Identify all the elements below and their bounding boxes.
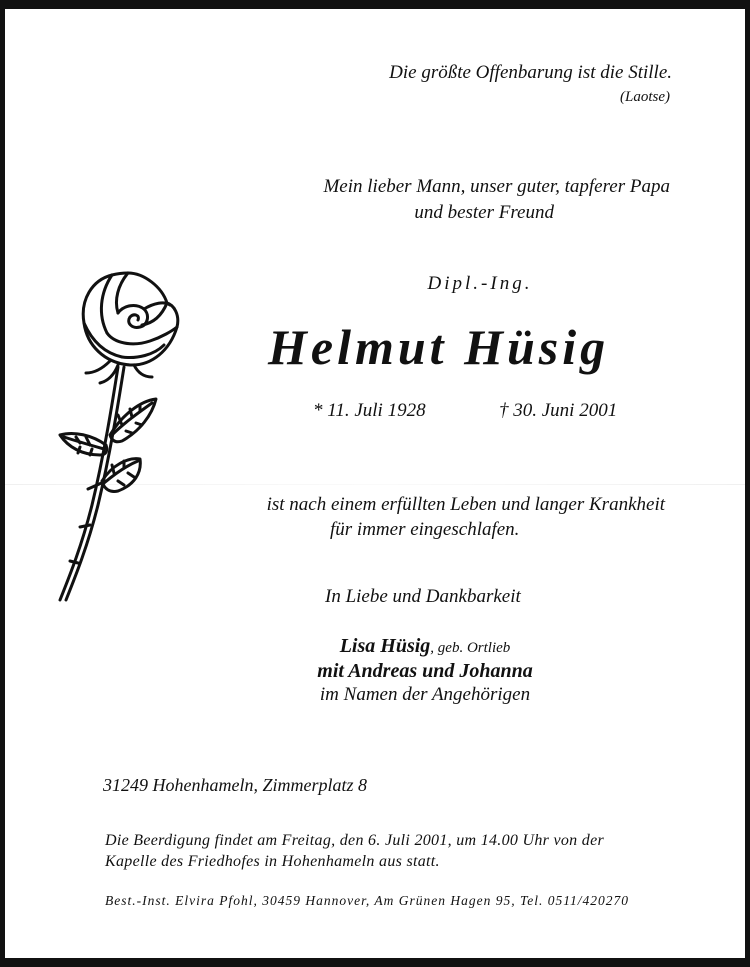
family-address: 31249 Hohenhameln, Zimmerplatz 8 <box>103 775 367 795</box>
mourner-line-2: mit Andreas und Johanna <box>317 660 533 682</box>
intro-line-1: Mein lieber Mann, unser guter, tapferer Papa <box>323 176 670 197</box>
mourner-line-1 <box>0 635 750 658</box>
statement-line-2: für immer eingeschlafen. <box>330 519 520 540</box>
funeral-info-line-1: Die Beerdigung findet am Freitag, den 6. Juli 2001, um 14.00 Uhr von der <box>105 832 605 849</box>
death-date: † 30. Juni 2001 <box>499 400 618 421</box>
undertaker-info: Best.-Inst. Elvira Pfohl, 30459 Hannover, Am Grünen Hagen 95, Tel. 0511/420270 <box>105 893 629 908</box>
statement-line-1: ist nach einem erfüllten Leben und langer Krankheit <box>266 494 665 515</box>
mourner-line-3: im Namen der Angehörigen <box>319 684 531 705</box>
closing-line: In Liebe und Dankbarkeit <box>325 586 521 607</box>
page-border-bottom <box>0 958 750 967</box>
page-border-top <box>0 0 750 9</box>
page-border-right <box>745 0 750 967</box>
mourner-maiden-name: , geb. Ortlieb <box>430 640 511 656</box>
deceased-name: Helmut Hüsig <box>268 319 610 375</box>
motto-author: (Laotse) <box>620 89 670 105</box>
birth-date: * 11. Juli 1928 <box>313 400 426 421</box>
motto-quote: Die größte Offenbarung ist die Stille. <box>389 62 672 83</box>
intro-line-2: und bester Freund <box>414 202 554 223</box>
rose-icon <box>52 265 190 610</box>
funeral-info-line-2: Kapelle des Friedhofes in Hohenhameln aus statt. <box>105 853 440 870</box>
mourner-name: Lisa Hüsig <box>339 635 431 657</box>
deceased-title: Dipl.-Ing. <box>427 273 533 294</box>
